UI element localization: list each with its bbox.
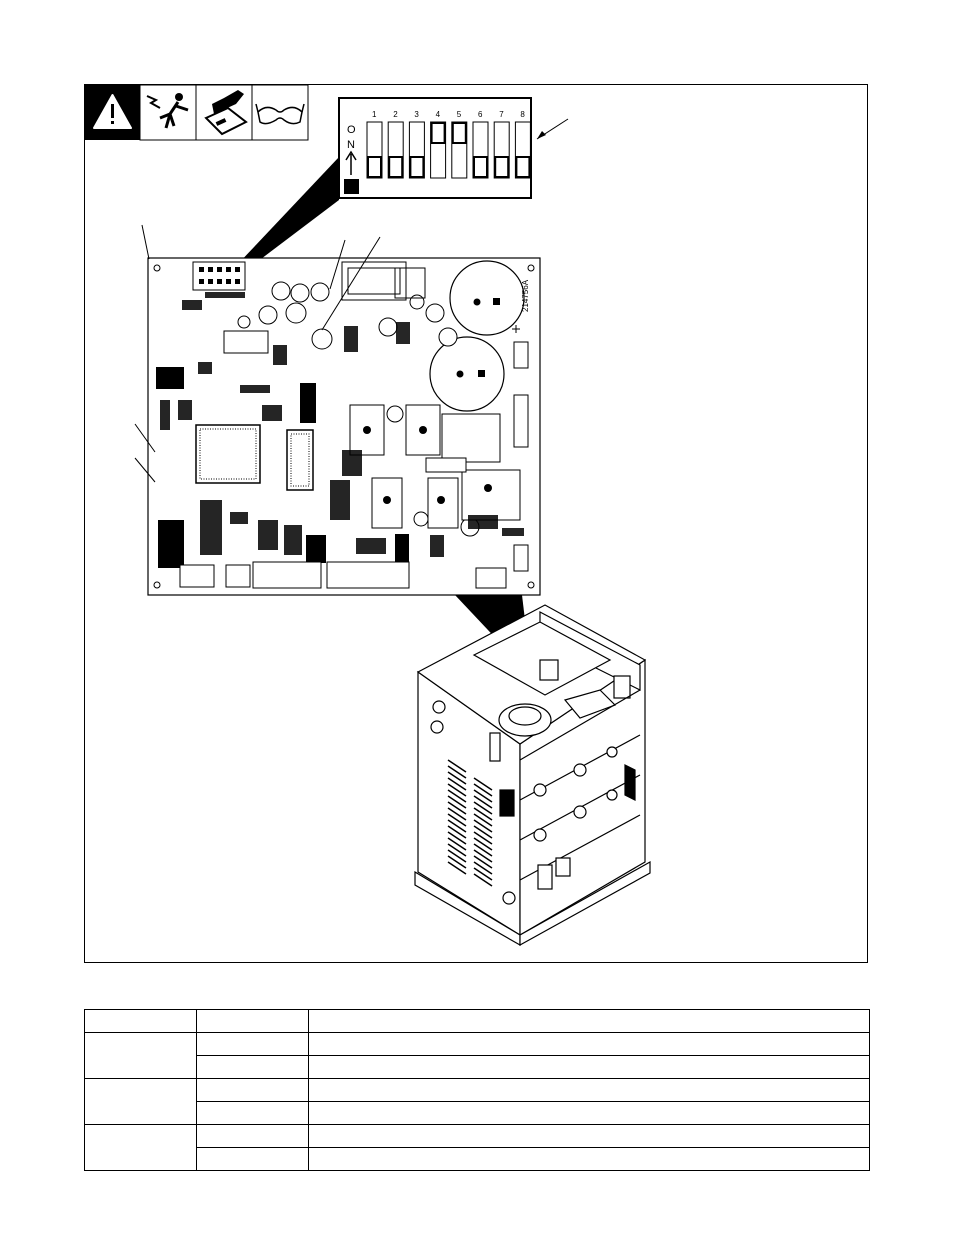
table-row [85,1010,870,1033]
dip-switch-knob [368,157,381,177]
table-cell [197,1033,309,1056]
table-cell [85,1125,197,1171]
dip-switch-knob [389,157,402,177]
dip-position-label: 1 [372,110,377,119]
callout-wedge [237,157,339,265]
table-row [85,1102,870,1125]
eye-protection-icon [256,104,304,124]
dip-switch-knob [453,123,466,143]
board-part-number: 214756A [521,279,530,312]
table-cell [197,1056,309,1079]
table-cell [85,1033,197,1079]
welding-machine-unit [415,605,650,945]
dip-on-label-o: O [347,124,356,136]
dip-switch-knob [516,157,529,177]
dip-position-label: 4 [435,110,441,119]
table-cell [309,1010,870,1033]
table-cell [197,1125,309,1148]
dip-switch-knob [474,157,487,177]
table-row [85,1125,870,1148]
control-board [148,258,540,595]
dip-position-label: 5 [456,110,462,119]
table-cell [309,1079,870,1102]
dip-position-label: 8 [520,110,525,119]
table-cell [309,1148,870,1171]
results-table [84,1009,870,1171]
table-row [85,1033,870,1056]
table-row [85,1056,870,1079]
dip-position-label: 2 [393,110,398,119]
table-cell [197,1010,309,1033]
table-cell [85,1079,197,1125]
switch-key-icon [344,179,359,194]
table-row [85,1148,870,1171]
warning-strip [85,85,308,140]
electric-shock-warning-icon [147,93,188,128]
table-cell [85,1010,197,1033]
table-row [85,1079,870,1102]
table-cell [197,1102,309,1125]
table-cell [309,1056,870,1079]
dip-switch-knob [432,123,445,143]
static-damage-warning-icon [206,90,246,134]
dip-switch-knob [495,157,508,177]
table-cell [309,1033,870,1056]
dip-switch-knob [410,157,423,177]
dip-position-label: 6 [478,110,483,119]
dip-switch-callout [339,98,568,198]
dip-position-label: 7 [499,110,504,119]
table-cell [197,1148,309,1171]
table-cell [309,1125,870,1148]
table-cell [309,1102,870,1125]
table-cell [197,1079,309,1102]
dip-on-label-n: N [347,139,355,151]
dip-position-label: 3 [414,110,419,119]
